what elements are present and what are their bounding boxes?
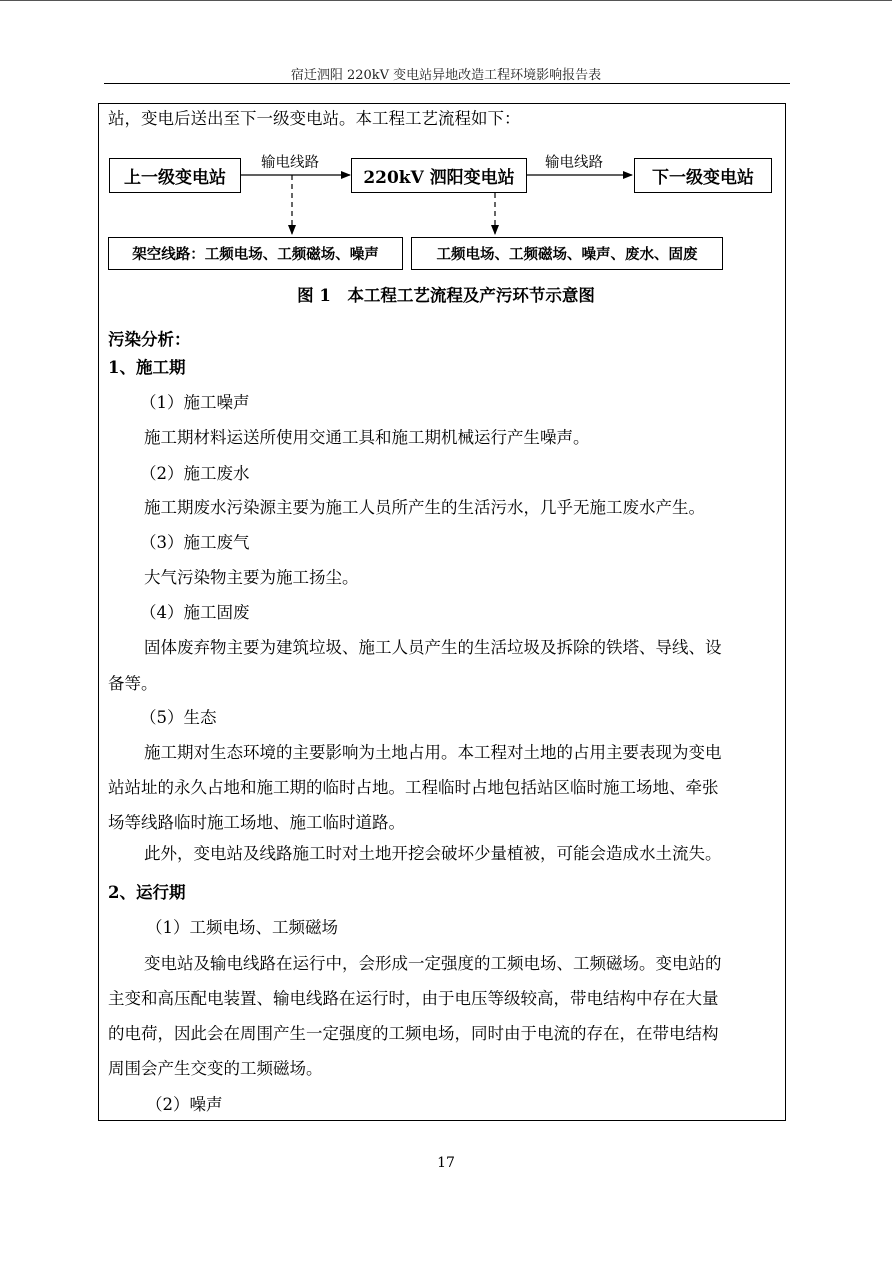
figure-caption: 图 1 本工程工艺流程及产污环节示意图 xyxy=(297,286,595,305)
construction-noise-text: 施工期材料运送所使用交通工具和施工期机械运行产生噪声。 xyxy=(144,428,590,447)
downstream-substation-box xyxy=(634,158,772,193)
downstream-substation-label: 下一级变电站 xyxy=(652,168,754,188)
emf-text-3: 的电荷，因此会在周围产生一定强度的工频电场，同时由于电流的存在，在带电结构 xyxy=(108,1024,719,1043)
pollution-analysis-heading: 污染分析： xyxy=(108,330,191,349)
overhead-line-pollution-box xyxy=(108,237,403,270)
construction-wastewater-title: （2）施工废水 xyxy=(140,464,250,483)
construction-wastewater-text: 施工期废水污染源主要为施工人员所产生的生活污水，几乎无施工废水产生。 xyxy=(144,498,705,517)
ecology-text-3: 场等线路临时施工场地、施工临时道路。 xyxy=(108,813,405,832)
station-pollution-label: 工频电场、工频磁场、噪声、废水、固废 xyxy=(436,246,698,263)
main-substation-label: 220kV 泗阳变电站 xyxy=(363,168,515,188)
construction-noise-title: （1）施工噪声 xyxy=(140,393,250,412)
construction-exhaust-text: 大气污染物主要为施工扬尘。 xyxy=(144,568,359,587)
operation-period-heading: 2、运行期 xyxy=(108,883,186,902)
intro-text: 站，变电后送出至下一级变电站。本工程工艺流程如下： xyxy=(108,109,521,128)
page-number: 17 xyxy=(437,1155,455,1171)
report-header-title: 宿迁泗阳 220kV 变电站异地改造工程环境影响报告表 xyxy=(290,68,602,83)
upstream-substation-box xyxy=(109,158,241,193)
station-pollution-box xyxy=(411,237,723,270)
emf-title: （1）工频电场、工频磁场 xyxy=(146,918,338,937)
emf-text-4: 周围会产生交变的工频磁场。 xyxy=(108,1059,323,1078)
ecology-title: （5）生态 xyxy=(140,708,217,727)
construction-exhaust-title: （3）施工废气 xyxy=(140,533,250,552)
construction-solid-waste-title: （4）施工固废 xyxy=(140,603,250,622)
emf-text-1: 变电站及输电线路在运行中，会形成一定强度的工频电场、工频磁场。变电站的 xyxy=(144,954,722,973)
transmission-line-label-2: 输电线路 xyxy=(545,155,603,171)
ecology-text-1: 施工期对生态环境的主要影响为土地占用。本工程对土地的占用主要表现为变电 xyxy=(144,743,722,762)
transmission-line-label-1: 输电线路 xyxy=(261,155,319,171)
construction-solid-waste-text-2: 备等。 xyxy=(108,674,158,693)
upstream-substation-label: 上一级变电站 xyxy=(124,168,226,188)
ecology-text-4: 此外，变电站及线路施工时对土地开挖会破坏少量植被，可能会造成水土流失。 xyxy=(144,844,722,863)
construction-period-heading: 1、施工期 xyxy=(108,358,186,377)
main-substation-box xyxy=(351,158,527,193)
construction-solid-waste-text-1: 固体废弃物主要为建筑垃圾、施工人员产生的生活垃圾及拆除的铁塔、导线、设 xyxy=(144,638,722,657)
emf-text-2: 主变和高压配电装置、输电线路在运行时，由于电压等级较高，带电结构中存在大量 xyxy=(108,989,719,1008)
operation-noise-title: （2）噪声 xyxy=(146,1095,223,1114)
overhead-line-pollution-label: 架空线路：工频电场、工频磁场、噪声 xyxy=(132,246,379,263)
ecology-text-2: 站站址的永久占地和施工期的临时占地。工程临时占地包括站区临时施工场地、牵张 xyxy=(108,778,719,797)
